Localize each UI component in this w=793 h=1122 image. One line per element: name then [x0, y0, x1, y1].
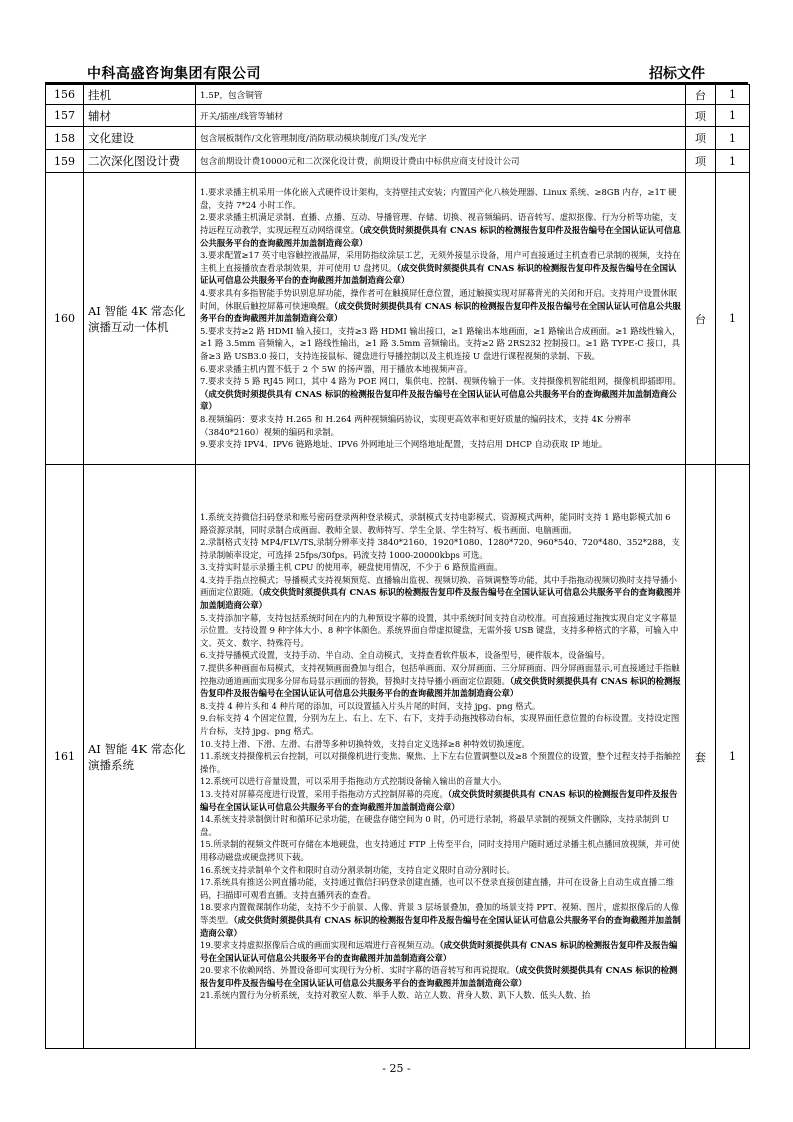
spec-item [200, 775, 681, 788]
spec-item [200, 662, 681, 700]
spec-item [200, 413, 681, 438]
item-spec [196, 173, 686, 465]
spec-item [200, 249, 681, 287]
item-name: 文化建设 [84, 127, 196, 150]
item-name: 辅材 [84, 105, 196, 127]
spec-text: 3.支持实时显示录播主机 CPU 的使用率，硬盘使用情况，不少于 6 路预监画面。 [200, 562, 503, 573]
spec-item [200, 813, 681, 838]
spec-text: 14.系统支持录制倒计时和循环记录功能，在硬盘存储空间为 0 时，仍可进行录制，将最早录制的视频文件删除，支持录制到 U 盘。 [200, 814, 670, 837]
item-unit: 套 [686, 465, 716, 1049]
spec-text: 8.视频编码：要求支持 H.265 和 H.264 两种视频编码协议，实现更高效率和更好质量的编码技术，支持 4K 分辨率（3840*2160）视频的编码和录制。 [200, 413, 631, 437]
spec-item [200, 964, 681, 989]
spec-text: 21.系统内置行为分析系统，支持对教室人数、举手人数、站立人数、背身人数、趴下人数、低头人数、抬 [200, 990, 591, 1001]
item-qty: 1 [716, 173, 750, 465]
spec-text: 12.系统可以进行音量设置，可以采用手指拖动方式控制设备输入输出的音量大小。 [200, 776, 507, 787]
item-name: 挂机 [84, 85, 196, 105]
spec-item [200, 989, 681, 1002]
spec-item [200, 574, 681, 612]
document-type: 招标文件 [649, 66, 705, 82]
item-spec [196, 465, 686, 1049]
spec-item [200, 561, 681, 574]
specification-table [45, 84, 750, 1049]
item-unit: 台 [686, 173, 716, 465]
spec-item [200, 700, 681, 713]
spec-text: 4.支持手指点控模式；导播模式支持视频预览、直播输出监视、视频切换、音频调整等功能，其中手指拖动视频切换时支持导播小画面定位跟随。 [200, 574, 677, 598]
spec-text: 16.系统支持录制单个文件和限时自动分割录制功能，支持自定义限时自动分割时长。 [200, 864, 515, 875]
spec-text: 3.要求配置≥17 英寸电容触控液晶屏，采用防指纹涂层工艺，无须外接显示设备，用户可直接通过主机查看已录制的视频，支持在主机上直接播放查看录制效果，并可使用 U 盘拷贝。 [200, 250, 681, 273]
spec-text: 9.台标支持 4 个固定位置，分别为左上、右上、左下、右下，支持手动拖拽移动台标，实现界面任意位置的台标设置。支持设定图片台标，支持 jpg、png 格式。 [200, 713, 680, 737]
spec-requirement-note: （成交供货时须提供具有 CNAS 标识的检测报告复印件及报告编号在全国认证认可信息公共服务平台的查询截图并加盖制造商公章） [200, 940, 678, 963]
item-qty: 1 [716, 465, 750, 1049]
item-qty: 1 [716, 105, 750, 127]
spec-item [200, 511, 681, 536]
item-name: AI 智能 4K 常态化演播互动一体机 [84, 173, 196, 465]
spec-item [200, 750, 681, 775]
spec-text: 20.要求不依赖网络、外置设备即可实现行为分析、实时字幕的语音转写和再说提取。 [200, 965, 515, 976]
spec-text: 5.要求支持≥2 路 HDMI 输入接口，支持≥3 路 HDMI 输出接口，≥1 路输出本地画面，≥1 路输出合成画面。≥1 路线性输入，≥1 路 3.5mm 音频输入，≥1 路线性输出，≥1 路 3.5mm 音频输出。支持≥2 路 2RS232 控制接口。≥1 路 TYPE-C 接口，具备≥3 路 USB3.0 接口，支持连接鼠标、键盘进行导播控制以及主机连接 U 盘进行课程视频的录制、下载。 [200, 325, 681, 361]
item-name: AI 智能 4K 常态化演播系统 [84, 465, 196, 1049]
item-qty: 1 [716, 85, 750, 105]
item-qty: 1 [716, 150, 750, 173]
spec-item [200, 211, 681, 249]
spec-requirement-note: （成交供货时须提供具有 CNAS 标识的检测报告复印件及报告编号在全国认证认可信息公共服务平台的查询截图并加盖制造商公章） [200, 965, 678, 988]
item-unit: 台 [686, 85, 716, 105]
spec-text: 13.支持对屏幕亮度进行设置，采用手指拖动方式控制屏幕的亮度。 [200, 788, 448, 799]
row-number: 161 [46, 465, 84, 1049]
item-unit: 项 [686, 150, 716, 173]
spec-item [200, 536, 681, 561]
spec-item [200, 712, 681, 737]
page-number: - 25 - [382, 1062, 411, 1075]
spec-list [200, 511, 681, 1002]
item-spec: 开关/插座/线管等辅材 [196, 105, 686, 127]
spec-item [200, 738, 681, 751]
spec-text: 8.支持 4 种片头和 4 种片尾的添加，可以设置插入片头片尾的时间，支持 jpg、png 格式。 [200, 700, 541, 711]
row-number: 160 [46, 173, 84, 465]
spec-text: 4.要求具有多指智能手势识别息屏功能，操作者可在触摸屏任意位置，通过触摸实现对屏幕背光的关闭和开启。支持用户设置休眠时间，休眠后触控屏幕可快速唤醒。 [200, 288, 677, 311]
spec-text: 17.系统具有推送公网直播功能，支持通过微信扫码登录创建直播，也可以不登录直接创建直播，并可在设备上自动生成直播二维码，扫描即可观看直播。支持直播列表的查看。 [200, 877, 674, 900]
item-name: 二次深化图设计费 [84, 150, 196, 173]
spec-item [200, 287, 681, 325]
spec-text: 7.提供多种画面布局模式，支持视频画面叠加与组合，包括单画面、双分屏画面、三分屏画面、四分屏画面显示,可直接通过手指触控拖动通道画面实现多分屏布局显示画面的替换，替换时支持导播小画面定位跟随。 [200, 663, 680, 686]
item-spec: 包含前期设计费10000元和二次深化设计费，前期设计费由中标供应商支付设计公司 [196, 150, 686, 173]
spec-item [200, 939, 681, 964]
item-spec: 1.5P，包含铜管 [196, 85, 686, 105]
spec-text: 1.要求录播主机采用一体化嵌入式硬件设计架构，支持壁挂式安装；内置国产化八核处理器、Linux 系统、≥8GB 内存，≥1T 硬盘，支持 7*24 小时工作。 [200, 187, 677, 210]
spec-text: 1.系统支持微信扫码登录和账号密码登录两种登录模式，录制模式支持电影模式、资源模式两种，能同时支持 1 路电影模式加 6 路资源录制，同时录制合成画面、教师全景、教师特写、学生全景、学生特写、板书画面、电脑画面。 [200, 511, 671, 535]
spec-list [200, 186, 681, 450]
spec-item [200, 375, 681, 413]
table-row [46, 465, 750, 1049]
spec-requirement-note: （成交供货时须提供具有 CNAS 标识的检测报告复印件及报告编号在全国认证认可信息公共服务平台的查询截图并加盖制造商公章） [200, 914, 681, 938]
table-row [46, 173, 750, 465]
spec-item [200, 186, 681, 211]
spec-requirement-note: （成交供货时须提供具有 CNAS 标识的检测报告复印件及报告编号在全国认证认可信息公共服务平台的查询截图并加盖制造商公章） [200, 262, 677, 286]
item-spec: 包含展板制作/文化管理制度/消防联动模块制度/门头/发光字 [196, 127, 686, 150]
spec-text: 19.要求支持虚拟抠像后合成的画面实现和远端进行音视频互动。 [200, 940, 440, 951]
company-name: 中科高盛咨询集团有限公司 [87, 66, 261, 82]
row-number: 158 [46, 127, 84, 150]
row-number: 156 [46, 85, 84, 105]
spec-item [200, 612, 681, 650]
table-row [46, 150, 750, 173]
row-number: 159 [46, 150, 84, 173]
spec-requirement-note: （成交供货时须提供具有 CNAS 标识的检测报告复印件及报告编号在全国认证认可信息公共服务平台的查询截图并加盖制造商公章） [200, 587, 681, 611]
spec-text: 9.要求支持 IPV4、IPV6 链路地址、IPV6 外网地址三个网络地址配置，支持启用 DHCP 自动获取 IP 地址。 [200, 439, 608, 450]
spec-item [200, 363, 681, 376]
item-qty: 1 [716, 127, 750, 150]
table-row [46, 85, 750, 105]
spec-requirement-note: （成交供货时须提供具有 CNAS 标识的检测报告复印件及报告编号在全国认证认可信息公共服务平台的查询截图并加盖制造商公章） [200, 300, 681, 324]
spec-requirement-note: （成交供货时须提供具有 CNAS 标识的检测报告复印件及报告编号在全国认证认可信息公共服务平台的查询截图并加盖制造商公章） [200, 788, 678, 812]
item-unit: 项 [686, 127, 716, 150]
table-row [46, 105, 750, 127]
spec-item [200, 788, 681, 813]
spec-item [200, 438, 681, 451]
spec-requirement-note: （成交供货时须提供具有 CNAS 标识的检测报告复印件及报告编号在全国认证认可信息公共服务平台的查询截图并加盖制造商公章） [200, 388, 677, 412]
spec-text: 5.支持添加字幕，支持包括系统时间在内的九种预设字幕的设置，其中系统时间支持自动校准。可直接通过拖拽实现自定义字幕显示位置。支持设置 9 种字体大小、8 种字体颜色。系统界面自带虚拟键盘，无需外接 USB 键盘，支持多种格式的字幕，可输入中文、英文、数字、特殊符号。 [200, 612, 679, 648]
spec-text: 18.要求内置微课制作功能，支持不少于前景、人像、背景 3 层场景叠加，叠加的场景支持 PPT、视频、图片，虚拟抠像后的人像等类型。 [200, 902, 679, 925]
spec-text: 2.录制格式支持 MP4/FLV/TS,录制分辨率支持 3840*2160、1920*1080、1280*720、960*540、720*480、352*288，支持录制帧率设定，可选择 25fps/30fps。码流支持 1000-20000kbps 可选。 [200, 537, 680, 560]
spec-text: 6.支持导播模式设置，支持手动、半自动、全自动模式，支持查看软件版本，设备型号，硬件版本，设备编号。 [200, 650, 610, 661]
row-number: 157 [46, 105, 84, 127]
spec-item [200, 901, 681, 939]
spec-item [200, 876, 681, 901]
spec-text: 7.要求支持 5 路 RJ45 网口，其中 4 路为 POE 网口，集供电、控制、视频传输于一体。支持摄像机智能组网，摄像机即插即用。 [200, 376, 681, 387]
spec-item [200, 864, 681, 877]
spec-text: 10.支持上滑、下滑、左滑、右滑等多种切换特效，支持自定义选择≥8 种特效切换速度。 [200, 738, 530, 749]
spec-text: 11.系统支持摄像机云台控制，可以对摄像机进行变焦、聚焦、上下左右位置调整以及≥8 个预置位的设置，整个过程支持手指触控操作。 [200, 751, 681, 774]
item-unit: 项 [686, 105, 716, 127]
spec-text: 6.要求录播主机内置不低于 2 个 5W 的扬声器，用于播放本地视频声音。 [200, 363, 473, 374]
spec-text: 15.所录制的视频文件既可存储在本地硬盘，也支持通过 FTP 上传至平台，同时支持用户随时通过录播主机点播回放视频，并可使用移动磁盘或硬盘拷贝下载。 [200, 839, 680, 862]
spec-item [200, 325, 681, 363]
spec-item [200, 838, 681, 863]
spec-text: 2.要求录播主机满足录制、直播、点播、互动、导播管理、存储、切换、视音频编码、语音转写、虚拟抠像、行为分析等功能，支持远程互动教学，实现远程互动网络课堂。 [200, 212, 677, 236]
spec-item [200, 649, 681, 662]
spec-requirement-note: （成交供货时须提供具有 CNAS 标识的检测报告复印件及报告编号在全国认证认可信息公共服务平台的查询截图并加盖制造商公章） [200, 675, 681, 699]
spec-requirement-note: （成交供货时须提供具有 CNAS 标识的检测报告复印件及报告编号在全国认证认可信息公共服务平台的查询截图并加盖制造商公章） [200, 225, 681, 248]
table-row [46, 127, 750, 150]
